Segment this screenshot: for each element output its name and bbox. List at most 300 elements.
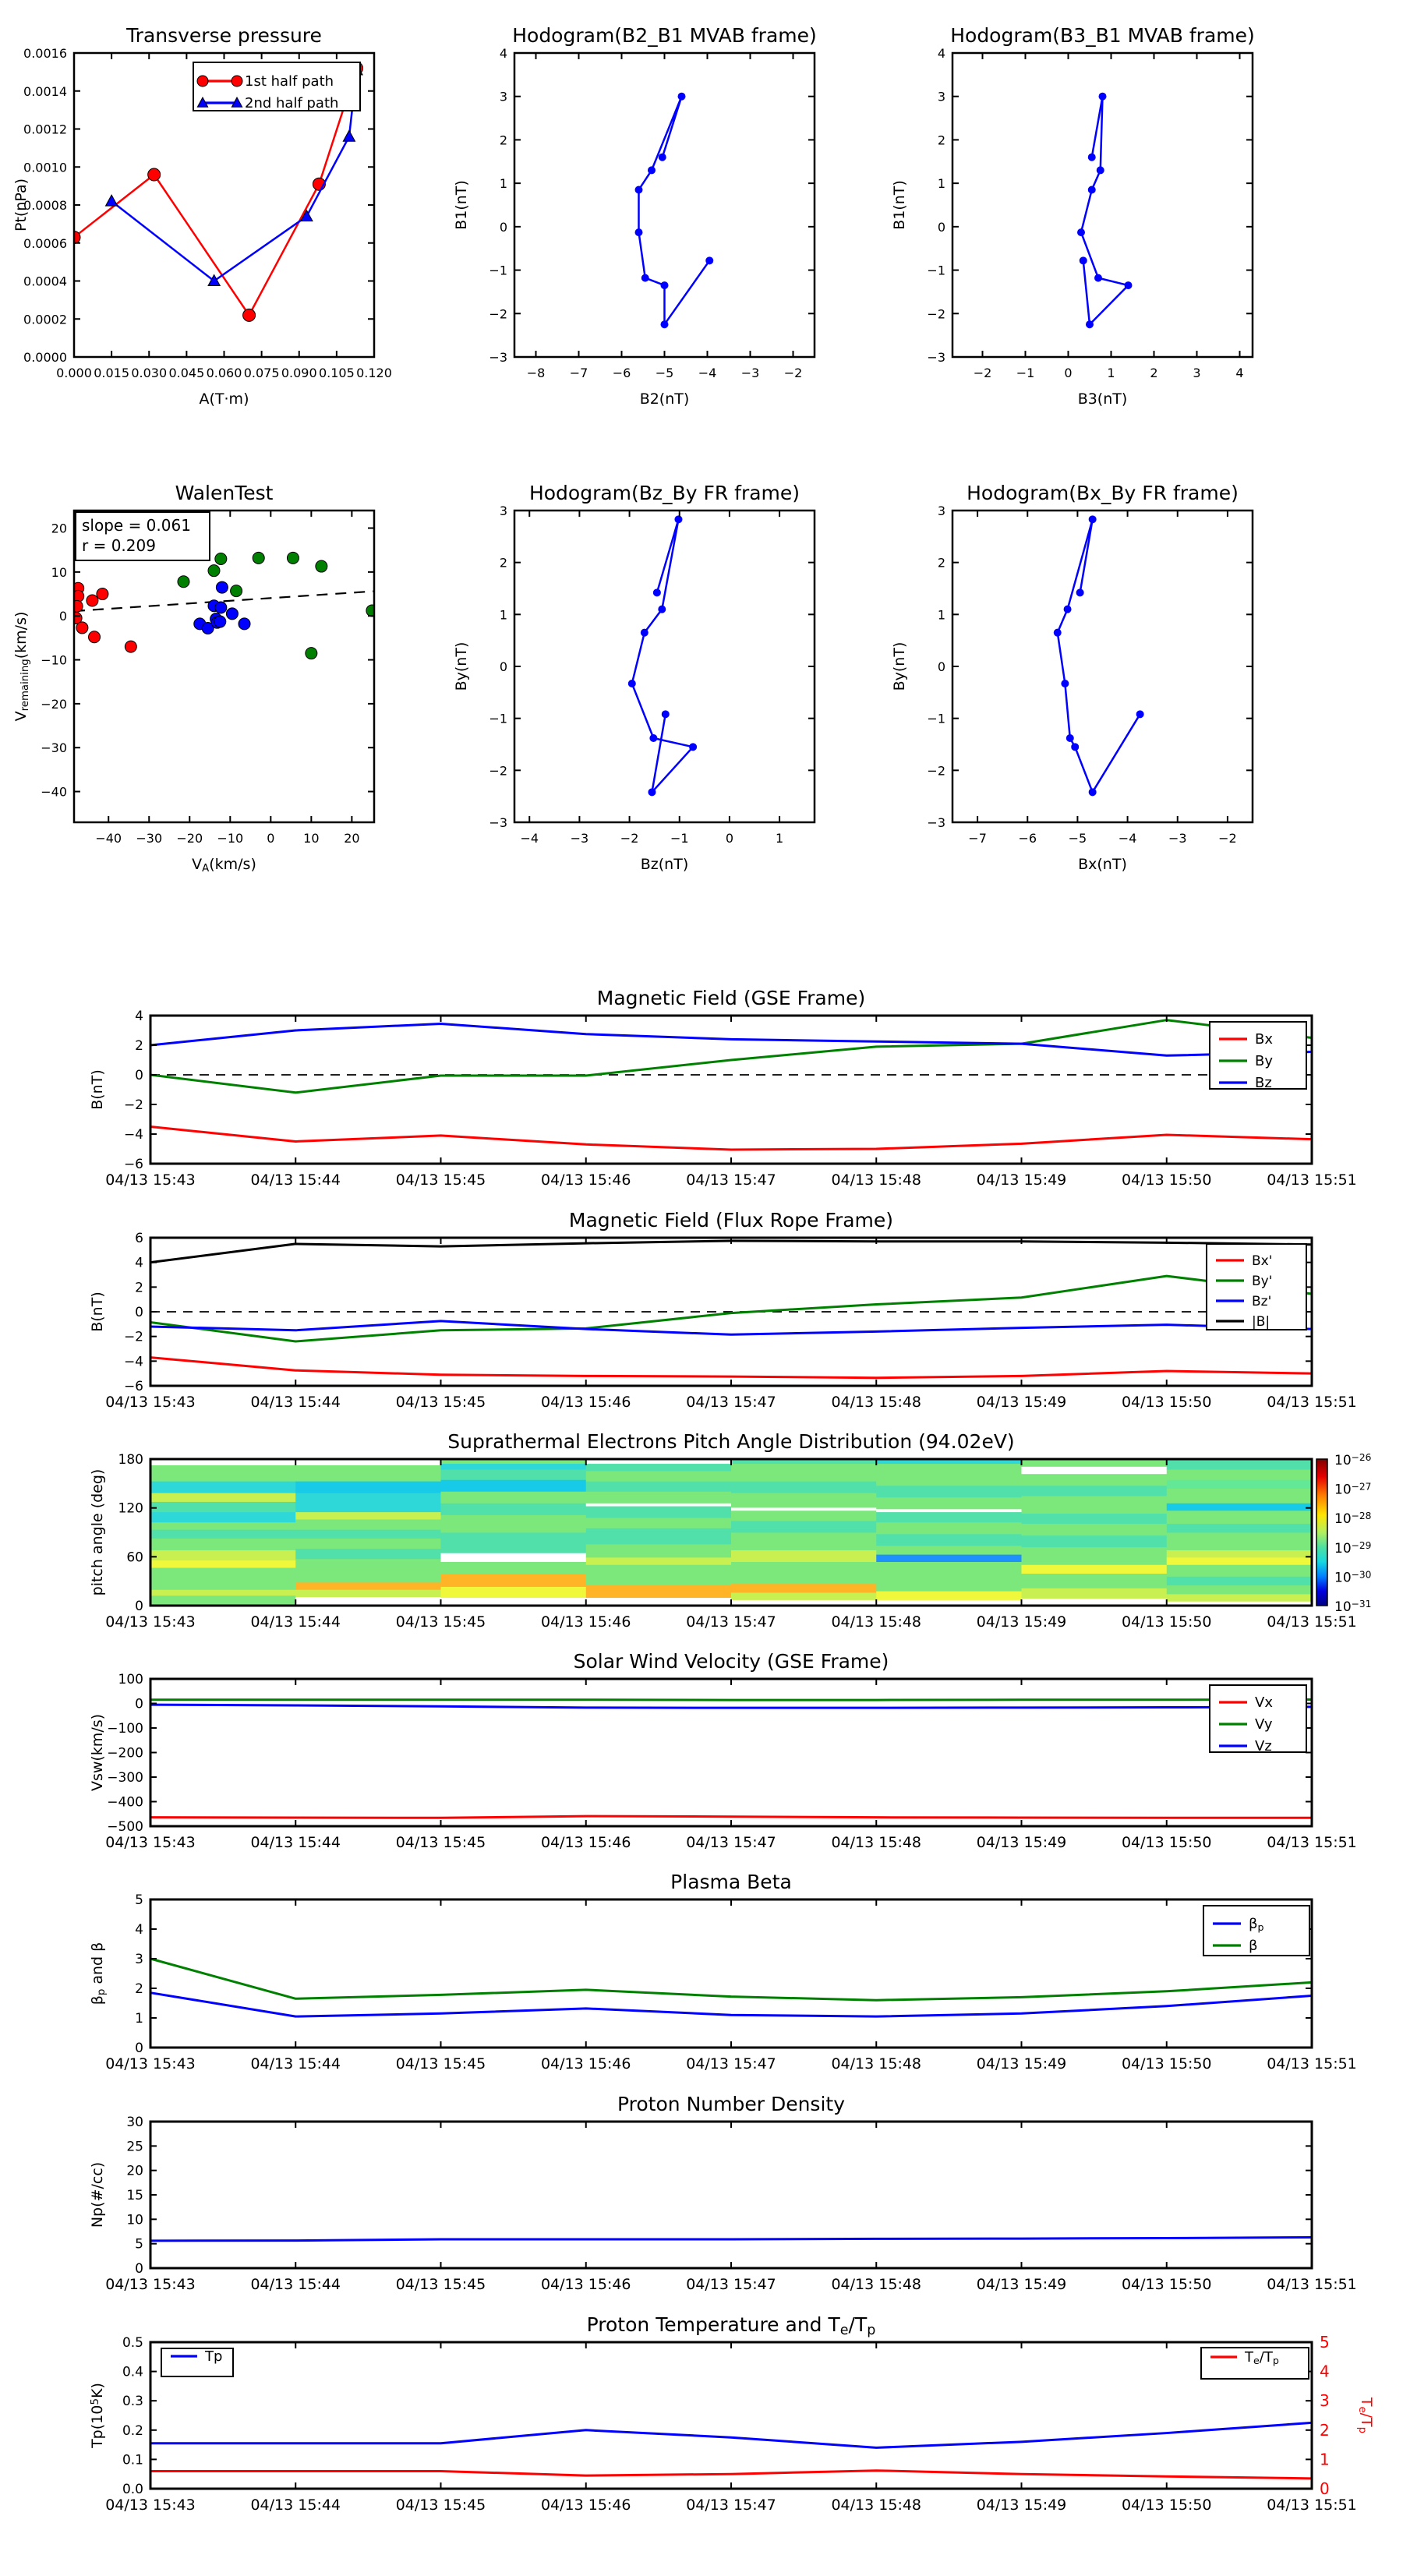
x-axis-label: B2(nT) [639,390,690,408]
y-tick-label-right: 5 [1320,2333,1330,2352]
heatmap-cell [1022,1474,1168,1486]
marker-circle [635,229,642,236]
x-tick-label: −1 [670,831,689,846]
x-tick-label: −3 [570,831,589,846]
heatmap-cell [295,1481,441,1493]
marker-circle [653,589,660,596]
y-tick-label: 3 [135,1952,143,1967]
marker-circle [231,76,242,87]
y-tick-label: 2 [499,555,507,571]
legend-entry-label: Tp [205,2348,223,2365]
x-tick-label: −5 [1068,831,1087,846]
x-tick-label: 04/13 15:43 [105,1171,196,1189]
x-tick-label: −2 [1218,831,1237,846]
y-tick-label: −4 [123,1127,143,1143]
legend-entry-label: Vy [1255,1716,1273,1733]
y-tick-label: 4 [135,1255,143,1271]
marker-circle [215,553,227,564]
y-tick-label: −6 [123,1379,143,1394]
x-tick-label: 04/13 15:46 [540,1171,631,1189]
y-tick-label: 0 [135,1599,143,1614]
marker-circle [661,321,668,328]
hodogram-b2-b1-title: Hodogram(B2_B1 MVAB frame) [512,24,817,47]
legend-entry-label: 2nd half path [245,95,339,111]
heatmap-cell [1022,1514,1168,1525]
proton-temperature-title: Proton Temperature and Te/Tp [586,2313,876,2338]
marker-circle [678,93,685,100]
marker-circle [1088,186,1095,193]
legend-entry-label: Bx [1255,1031,1274,1048]
marker-circle [97,588,108,600]
y-tick-label: 20 [51,521,67,536]
x-tick-label: 04/13 15:50 [1121,2055,1212,2072]
heatmap-cell [1167,1576,1313,1585]
heatmap-cell [1167,1594,1313,1602]
heatmap-cell [1167,1585,1313,1595]
x-tick-label: 0.105 [318,366,355,380]
x-tick-label: 0.120 [356,366,392,380]
x-tick-label: 04/13 15:50 [1121,1171,1212,1189]
heatmap-cell [441,1587,587,1599]
x-tick-label: 04/13 15:47 [686,1834,776,1851]
x-tick-label: 0.045 [168,366,205,380]
heatmap-cell [586,1528,732,1544]
heatmap-cell [731,1550,877,1562]
y-tick-label: 4 [135,1009,143,1024]
x-tick-label: 04/13 15:47 [686,2276,776,2293]
legend-entry-label: |B| [1252,1314,1270,1330]
heatmap-cell [295,1493,441,1512]
y-tick-label: 0.0000 [23,350,67,365]
x-tick-label: −20 [176,831,203,846]
series-B2-B1 path [635,93,713,328]
y-tick-label: −2 [927,763,945,779]
y-axis-label: B(nT) [89,1292,106,1332]
y-tick-label: −500 [107,1819,143,1835]
x-tick-label: 04/13 15:51 [1267,1171,1357,1189]
y-tick-label: −1 [927,711,945,726]
y-tick-label: 0.3 [122,2394,143,2410]
heatmap-cell [295,1589,441,1597]
marker-triangle [208,275,220,286]
pitch-angle-distribution-title: Suprathermal Electrons Pitch Angle Distribution (94.02eV) [447,1430,1015,1453]
heatmap-cell [586,1481,732,1492]
x-tick-label: 04/13 15:48 [831,1613,922,1631]
heatmap-cell [731,1592,877,1600]
x-tick-label: 04/13 15:45 [395,2496,486,2514]
marker-circle [214,616,226,627]
x-tick-label: 04/13 15:45 [395,1171,486,1189]
heatmap-cell [876,1591,1022,1600]
x-tick-label: −2 [973,366,992,380]
series-By [150,1020,1312,1093]
heatmap-cell [295,1549,441,1560]
x-tick-label: 04/13 15:46 [540,1394,631,1411]
y-tick-label: 1 [937,607,945,623]
heatmap-cell [1022,1574,1168,1588]
y-tick-label: 2 [937,133,945,148]
x-axis-label: VA(km/s) [192,856,256,875]
y-tick-label: −1 [489,263,507,278]
marker-circle [641,629,648,636]
y-tick-label: 2 [135,1981,143,1997]
x-axis-label: Bx(nT) [1078,856,1127,873]
marker-circle [1136,711,1143,718]
marker-circle [706,257,713,264]
x-tick-label: −8 [526,366,546,380]
x-tick-label: 04/13 15:48 [831,2276,922,2293]
legend-entry-label: Te/Tp [1245,2349,1279,2366]
colorbar-label: 10−31 [1334,1599,1372,1615]
y-tick-label: 3 [937,504,945,518]
colorbar-label: 10−30 [1334,1569,1372,1586]
x-tick-label: 04/13 15:43 [105,1613,196,1631]
marker-circle [675,516,682,523]
marker-circle [366,605,378,617]
heatmap-cell [731,1464,877,1482]
annotation-line: slope = 0.061 [82,516,191,535]
transverse-pressure-title: Transverse pressure [126,24,322,47]
x-tick-label: −3 [1168,831,1187,846]
heatmap-cell [441,1562,587,1574]
y-axis-label: By(nT) [453,641,470,691]
y-tick-label: −2 [489,763,507,779]
heatmap-cell [1022,1588,1168,1599]
heatmap-cell [295,1582,441,1590]
x-tick-label: 04/13 15:47 [686,2496,776,2514]
heatmap-cell [150,1481,296,1493]
heatmap-cell [295,1539,441,1549]
series-Bz-By path [628,516,696,796]
legend-entry-label: By [1255,1053,1274,1069]
heatmap-cell [441,1503,587,1514]
x-tick-label: −2 [620,831,639,846]
x-tick-label: 04/13 15:43 [105,2055,196,2072]
marker-circle [1099,93,1106,100]
y-tick-label: −3 [927,350,945,365]
axes-frame [150,2122,1312,2268]
series-Vz [150,1705,1312,1708]
marker-circle [1064,606,1071,613]
heatmap-cell [150,1560,296,1568]
x-tick-label: 04/13 15:43 [105,2496,196,2514]
x-tick-label: 04/13 15:44 [250,2276,341,2293]
marker-circle [690,744,697,751]
y-tick-label: 0.0006 [23,235,67,251]
colorbar-label: 10−29 [1334,1540,1372,1557]
heatmap-cell [1167,1511,1313,1524]
x-tick-label: 04/13 15:44 [250,1834,341,1851]
y-axis-label: By(nT) [891,641,908,691]
x-tick-label: 0.075 [243,366,280,380]
y-tick-label: −2 [123,1097,143,1113]
x-tick-label: −4 [520,831,539,846]
y-axis-label: B(nT) [89,1069,106,1110]
x-tick-label: 04/13 15:47 [686,1394,776,1411]
marker-circle [239,618,250,630]
heatmap-cell [876,1534,1022,1546]
x-tick-label: −4 [698,366,717,380]
marker-circle [1088,154,1095,161]
y-tick-label: 0 [937,659,945,674]
heatmap-cell [1167,1489,1313,1504]
marker-circle [1095,274,1102,281]
series-Bx-By path [1054,516,1143,796]
marker-triangle [106,195,118,206]
y-tick-label: 10 [51,564,67,580]
heatmap-cell [1167,1459,1313,1470]
x-tick-label: 04/13 15:48 [831,1834,922,1851]
marker-triangle [343,130,355,141]
marker-circle [1087,321,1094,328]
walen-test-panel [12,482,378,875]
x-tick-label: −3 [740,366,760,380]
marker-circle [1089,789,1096,796]
marker-circle [208,565,220,577]
heatmap-cell [1167,1479,1313,1489]
marker-circle [1080,257,1087,264]
y-tick-label: −30 [41,740,67,756]
heatmap-cell [150,1539,296,1550]
heatmap-cell [586,1503,732,1506]
heatmap-cell [586,1506,732,1518]
x-tick-label: 04/13 15:48 [831,2055,922,2072]
y-tick-label: −400 [107,1794,143,1811]
heatmap-cell [586,1491,732,1503]
axes-frame [150,2342,1312,2489]
y-tick-label: −300 [107,1770,143,1786]
colorbar [1316,1459,1327,1606]
y-tick-label: 20 [126,2163,143,2179]
heatmap-cell [876,1522,1022,1534]
y-tick-label: 1 [937,176,945,192]
series-beta [150,1959,1312,2000]
heatmap-cell [1022,1524,1168,1535]
x-tick-label: 04/13 15:45 [395,1613,486,1631]
marker-circle [1125,282,1132,289]
heatmap-cell [1022,1547,1168,1565]
x-tick-label: 3 [1193,366,1201,380]
x-tick-label: 04/13 15:49 [976,2055,1067,2072]
marker-circle [215,602,227,613]
heatmap-cell [876,1512,1022,1523]
heatmap-cell [876,1509,1022,1512]
y-axis-label: B1(nT) [891,180,908,230]
heatmap-cell [150,1465,296,1482]
x-tick-label: 04/13 15:43 [105,1394,196,1411]
plasma-beta-panel [89,1871,1357,2072]
y-tick-label: 0 [499,219,507,235]
x-axis-label: B3(nT) [1077,390,1128,408]
x-tick-label: 04/13 15:49 [976,1394,1067,1411]
y-tick-label: −100 [107,1721,143,1737]
heatmap-cell [1022,1496,1168,1514]
y-axis-label: Vremaining(km/s) [12,611,31,722]
y-tick-label: −4 [123,1354,143,1370]
x-tick-label: 04/13 15:51 [1267,1613,1357,1631]
x-tick-label: 04/13 15:49 [976,1834,1067,1851]
x-tick-label: 04/13 15:44 [250,2055,341,2072]
marker-circle [231,585,242,597]
x-tick-label: 20 [344,831,360,846]
heatmap-cell [150,1567,296,1590]
heatmap-cell [1167,1550,1313,1558]
y-axis-label: Np(#/cc) [89,2161,106,2228]
x-tick-label: 0 [725,831,734,846]
heatmap-cell [1167,1532,1313,1550]
x-tick-label: −6 [612,366,631,380]
proton-number-density-title: Proton Number Density [617,2093,845,2115]
legend-entry-label: Bz [1255,1075,1272,1091]
marker-circle [243,309,256,321]
marker-circle [661,282,668,289]
hodogram-b2-b1-panel [453,24,817,408]
heatmap-cell [876,1554,1022,1562]
y-tick-label: 25 [126,2139,143,2155]
y-tick-label: 0.0 [122,2482,143,2497]
y-tick-label: 6 [135,1231,143,1246]
heatmap-cell [1022,1486,1168,1496]
solar-wind-velocity-panel [89,1650,1357,1851]
x-tick-label: 04/13 15:44 [250,1613,341,1631]
x-tick-label: −10 [217,831,244,846]
heatmap-cell [876,1464,1022,1486]
x-tick-label: 04/13 15:43 [105,2276,196,2293]
hodogram-bx-by-title: Hodogram(Bx_By FR frame) [967,482,1239,504]
y-tick-label: 0 [135,1305,143,1320]
x-tick-label: −2 [783,366,803,380]
series-Tp [150,2422,1312,2447]
plasma-beta-title: Plasma Beta [670,1871,792,1893]
magnetic-field-gse-panel [89,987,1357,1189]
marker-circle [226,608,238,620]
heatmap-cell [150,1512,296,1523]
marker-circle [148,168,161,181]
heatmap-cell [295,1465,441,1482]
heatmap-cell [586,1585,732,1598]
series-Vy [150,1699,1312,1700]
y-tick-label: 100 [118,1672,143,1687]
y-tick-label: 3 [937,89,945,104]
y-tick-label: 60 [126,1549,143,1566]
x-tick-label: 04/13 15:46 [540,2055,631,2072]
y-tick-label: 10 [126,2212,143,2228]
marker-circle [650,735,657,742]
y-tick-label: 0 [499,659,507,674]
series-scatter 1st half [70,582,136,652]
magnetic-field-flux-rope-panel [89,1209,1357,1411]
heatmap-cell [731,1493,877,1507]
marker-circle [1078,229,1085,236]
x-tick-label: −4 [1118,831,1137,846]
heatmap-cell [441,1532,587,1553]
x-tick-label: 04/13 15:46 [540,2496,631,2514]
series-Np [150,2238,1312,2241]
x-tick-label: 1 [1107,366,1115,380]
y-tick-label: −10 [41,652,67,668]
y-tick-label: 120 [118,1500,143,1517]
x-tick-label: 04/13 15:51 [1267,2276,1357,2293]
x-tick-label: 04/13 15:50 [1121,1834,1212,1851]
axes-frame [514,511,815,822]
y-tick-label: 0.0014 [23,83,67,99]
heatmap-cell [150,1529,296,1539]
x-tick-label: −1 [1016,366,1035,380]
colorbar-label: 10−28 [1334,1511,1372,1528]
y-tick-label: 0.1 [122,2452,143,2468]
marker-circle [71,600,83,612]
y-tick-label: 5 [135,2236,143,2253]
heatmap-cell [731,1532,877,1550]
heatmap-cell [1167,1564,1313,1576]
x-tick-label: 04/13 15:45 [395,1394,486,1411]
y-axis-label-right: Te/Tp [1356,2397,1375,2434]
heatmap-cell [586,1518,732,1528]
heatmap-cell [150,1550,296,1561]
y-tick-label: 0 [937,219,945,235]
heatmap-cell [441,1553,587,1562]
x-axis-label: Bz(nT) [640,856,689,873]
series-Bx' [150,1358,1312,1378]
y-tick-label: −20 [41,696,67,712]
series-Bz' [150,1321,1312,1334]
legend-entry-label: Vx [1255,1694,1273,1711]
y-tick-label: −200 [107,1745,143,1762]
heatmap-cell [150,1522,296,1530]
magnetic-field-gse-title: Magnetic Field (GSE Frame) [596,987,866,1009]
marker-circle [1062,680,1069,687]
marker-circle [316,560,327,572]
y-tick-label: 0.0012 [23,122,67,137]
y-tick-label: 0 [135,2261,143,2277]
x-tick-label: −30 [136,831,163,846]
x-tick-label: 04/13 15:44 [250,2496,341,2514]
colorbar-label: 10−26 [1334,1452,1372,1468]
series-B3-B1 path [1078,93,1133,328]
heatmap-cell [295,1529,441,1539]
y-tick-label: 30 [126,2115,143,2130]
heatmap-cell [876,1546,1022,1555]
x-tick-label: 0 [1064,366,1073,380]
marker-circle [1097,167,1104,174]
x-axis-label: A(T·m) [199,390,249,408]
x-tick-label: 0 [267,831,275,846]
x-tick-label: 04/13 15:47 [686,1613,776,1631]
y-tick-label: 0.5 [122,2335,143,2351]
x-tick-label: 04/13 15:48 [831,2496,922,2514]
heatmap-cell [441,1491,587,1503]
y-tick-label: 2 [135,1280,143,1296]
marker-circle [641,274,648,281]
y-tick-label: −40 [41,784,67,800]
heatmap-cell [1167,1524,1313,1533]
y-tick-label: 5 [135,1892,143,1908]
marker-circle [635,186,642,193]
marker-circle [628,680,635,687]
marker-circle [287,552,299,564]
y-tick-label: 2 [937,555,945,571]
y-tick-label: 0 [135,1068,143,1083]
magnetic-field-flux-rope-title: Magnetic Field (Flux Rope Frame) [568,1209,894,1231]
y-tick-label: 4 [135,1922,143,1938]
marker-circle [1072,744,1079,751]
x-tick-label: 04/13 15:49 [976,2276,1067,2293]
x-tick-label: 0.060 [206,366,242,380]
legend-entry-label: 1st half path [245,73,334,90]
series-By' [150,1276,1312,1341]
heatmap-cell [731,1521,877,1532]
x-tick-label: 0.000 [56,366,92,380]
